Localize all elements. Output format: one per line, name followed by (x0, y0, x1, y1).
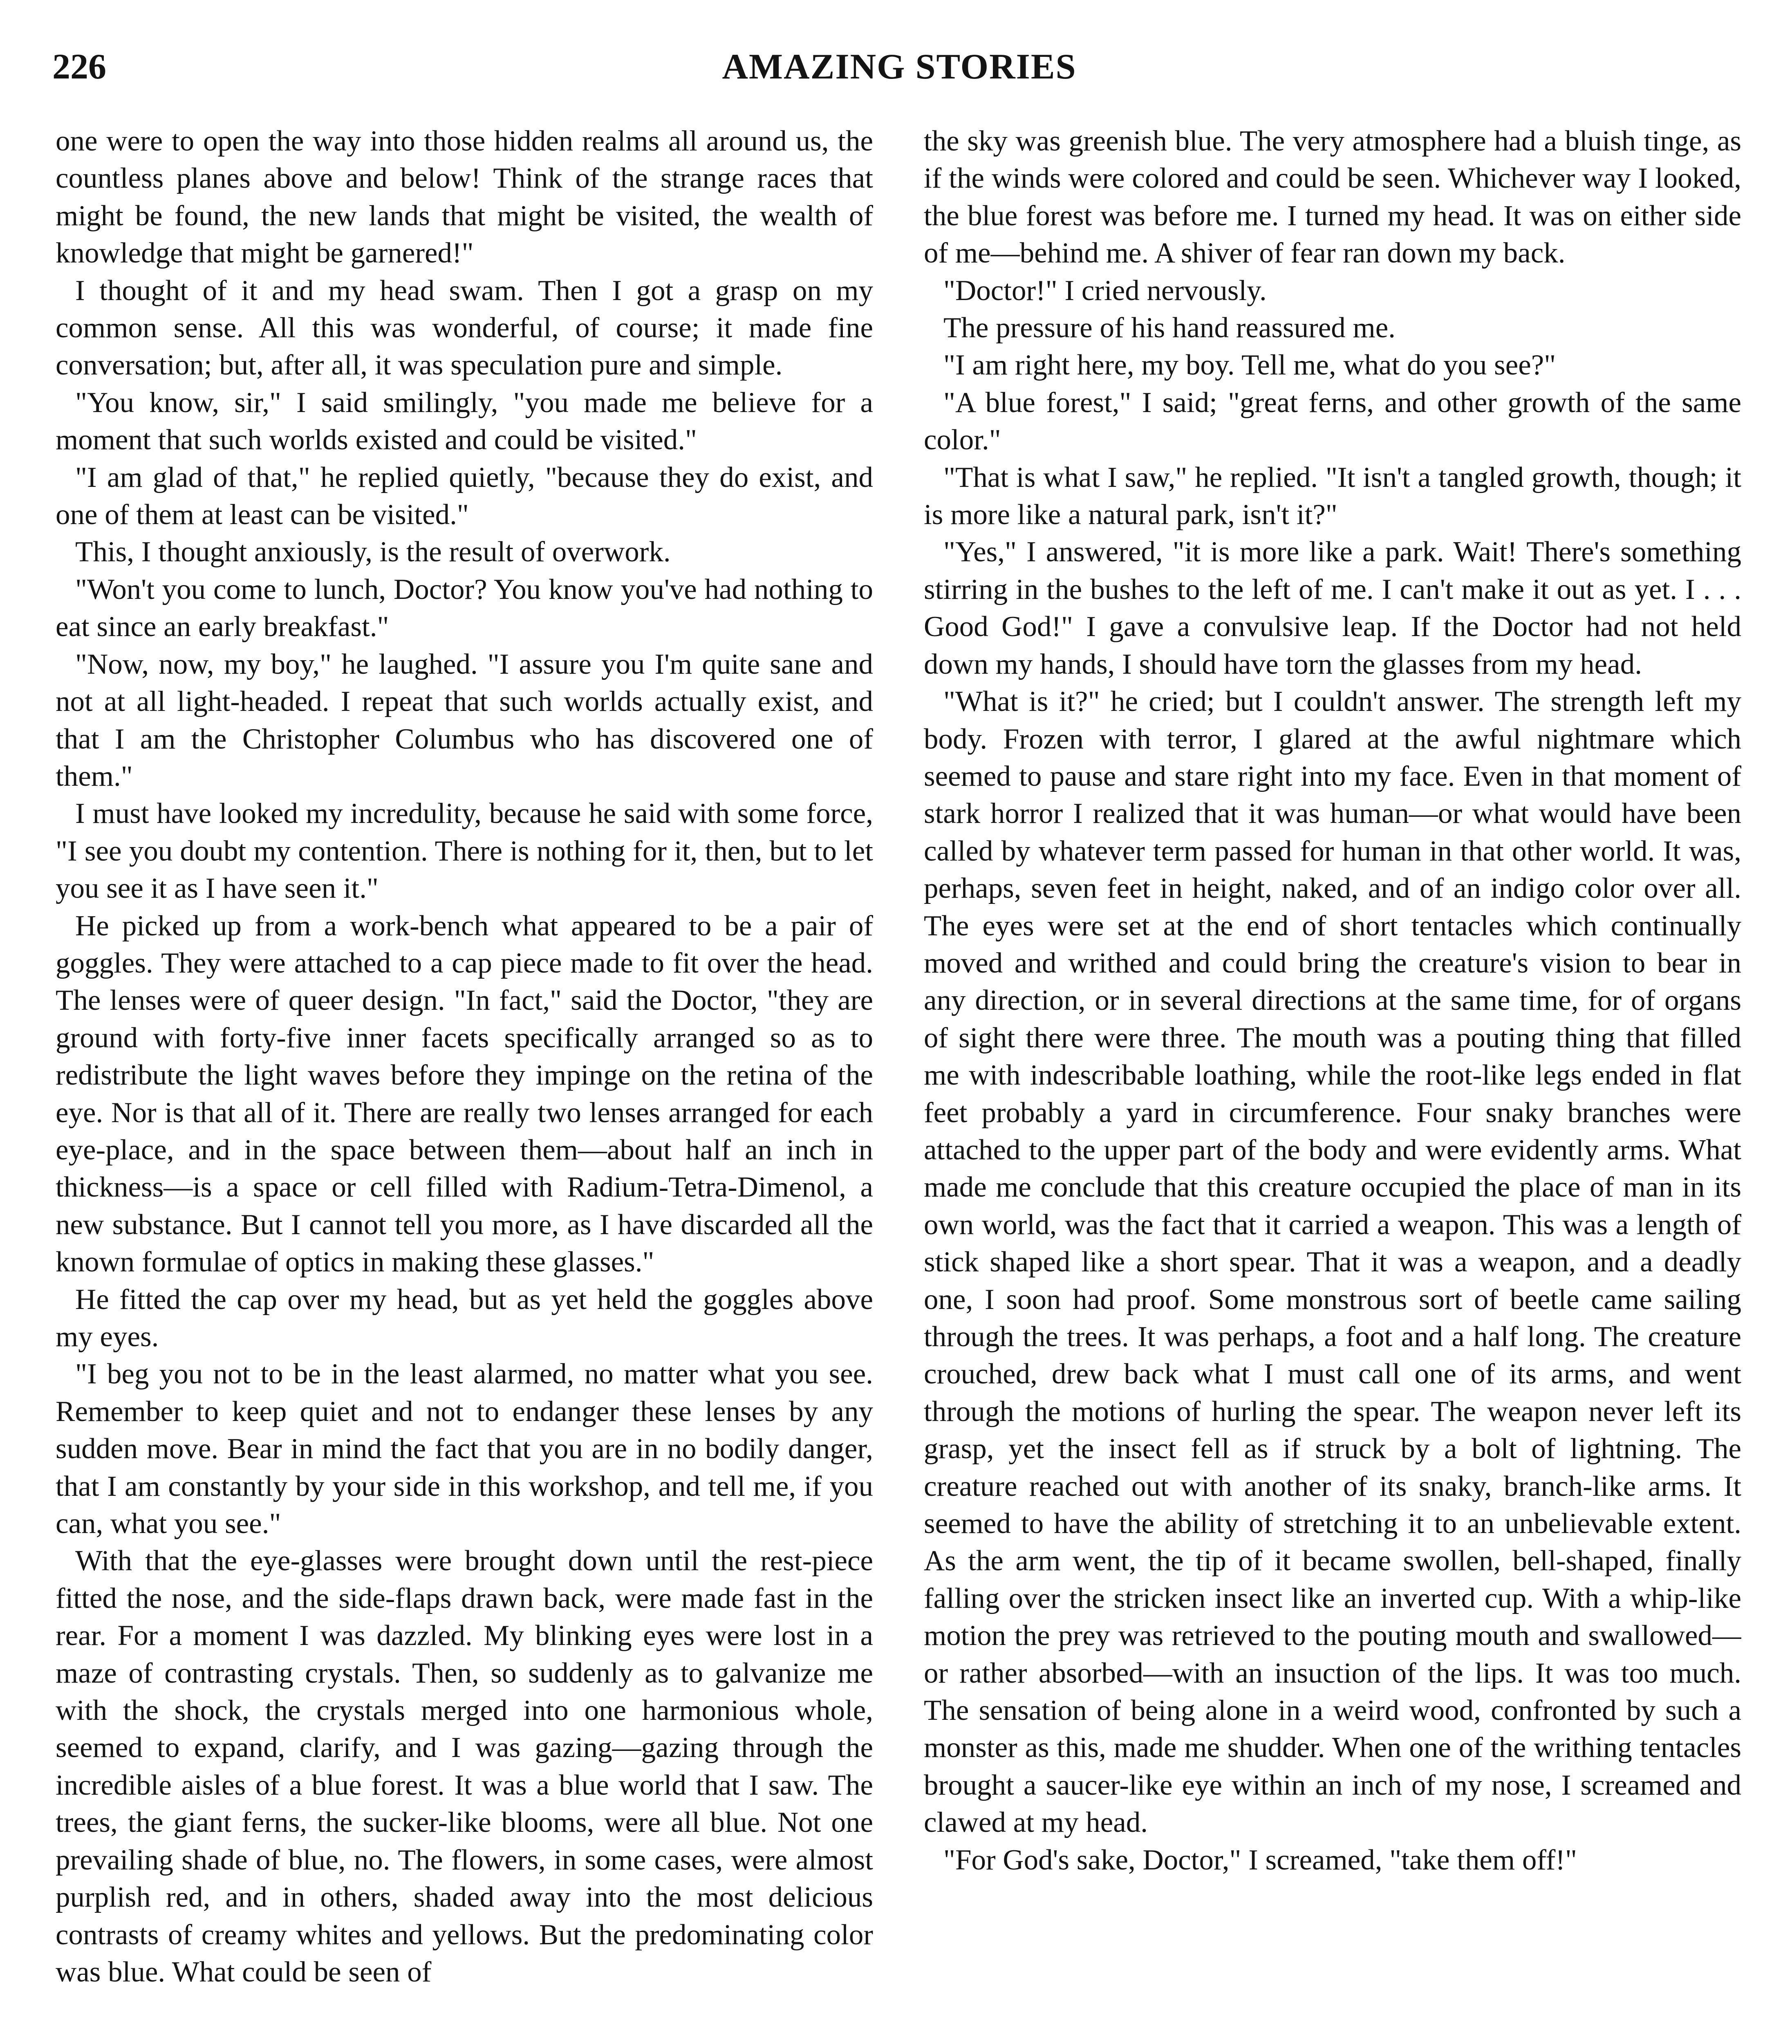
paragraph: The pressure of his hand reassured me. (943, 312, 1396, 344)
paragraph: "Won't you come to lunch, Doctor? You know you've had nothing to eat since an early breakfast." (56, 573, 873, 643)
paragraph: one were to open the way into those hidden realms all around us, the countless planes above and below! Think of the strange races that might be found, the new lands that might be visited, the wealth of knowledge that might be garnered!" (56, 125, 873, 269)
paragraph: I must have looked my incredulity, because he said with some force, "I see you doubt my contention. There is nothing for it, then, but to let you see it as I have seen it." (56, 798, 873, 905)
paragraph: "You know, sir," I said smilingly, "you made me believe for a moment that such worlds existed and could be visited." (56, 386, 873, 456)
paragraph: "For God's sake, Doctor," I screamed, "take them off!" (943, 1844, 1577, 1876)
paragraph: He fitted the cap over my head, but as yet held the goggles above my eyes. (56, 1283, 873, 1353)
paragraph: He picked up from a work-bench what appeared to be a pair of goggles. They were attached to a cap piece made to fit over the head. The lenses were of queer design. "In fact," said the Doctor, "they are ground with forty-five inner facets specifically arranged so as to redistribute the light waves before they impinge on the retina of the eye. Nor is that all of it. There are really two lenses arranged for each eye-place, and in the space between them—about half an inch in thickness—is a space or cell filled with Radium-Tetra-Dimenol, a new substance. But I cannot tell you more, as I have discarded all the known formulae of optics in making these glasses." (56, 910, 873, 1278)
paragraph: "A blue forest," I said; "great ferns, and other growth of the same color." (924, 386, 1741, 456)
page-number: 226 (52, 47, 106, 87)
paragraph: "That is what I saw," he replied. "It isn't a tangled growth, though; it is more like a natural park, isn't it?" (924, 461, 1741, 531)
paragraph: the sky was greenish blue. The very atmosphere had a bluish tinge, as if the winds were colored and could be seen. Whichever way I looked, the blue forest was before me. I turned my head. It was on either side of me—behind me. A shiver of fear ran down my back. (924, 125, 1741, 269)
paragraph: "What is it?" he cried; but I couldn't answer. The strength left my body. Frozen with terror, I glared at the awful nightmare which seemed to pause and stare right into my face. Even in that moment of stark horror I realized that it was human—or what would have been called by whatever term passed for human in that other world. It was, perhaps, seven feet in height, naked, and of an indigo color over all. The eyes were set at the end of short tentacles which continually moved and writhed and could bring the creature's vision to bear in any direction, or in several directions at the same time, for of organs of sight there were three. The mouth was a pouting thing that filled me with indescribable loathing, while the root-like legs ended in flat feet probably a yard in circumference. Four snaky branches were attached to the upper part of the body and were evidently arms. What made me conclude that this creature occupied the place of man in its own world, was the fact that it carried a weapon. This was a length of stick shaped like a short spear. That it was a weapon, and a deadly one, I soon had proof. Some monstrous sort of beetle came sailing through the trees. It was perhaps, a foot and a half long. The creature crouched, drew back what I must call one of its arms, and went through the motions of hurling the spear. The weapon never left its grasp, yet the insect fell as if struck by a bolt of lightning. The creature reached out with another of its snaky, branch-like arms. It seemed to have the ability of stretching it to an unbelievable extent. As the arm went, the tip of it became swollen, bell-shaped, finally falling over the stricken insect like an inverted cup. With a whip-like motion the prey was retrieved to the pouting mouth and swallowed—or rather absorbed—with an insuction of the lips. It was too much. The sensation of being alone in a weird wood, confronted by such a monster as this, made me shudder. When one of the writhing tentacles brought a saucer-like eye within an inch of my nose, I screamed and clawed at my head. (924, 686, 1741, 1839)
paragraph: "I am glad of that," he replied quietly, "because they do exist, and one of them at least can be visited." (56, 461, 873, 531)
right-column (924, 123, 1741, 2044)
paragraph: This, I thought anxiously, is the result of overwork. (75, 536, 671, 568)
paragraph: "I am right here, my boy. Tell me, what do you see?" (943, 349, 1556, 381)
paragraph: "Yes," I answered, "it is more like a park. Wait! There's something stirring in the bushes to the left of me. I can't make it out as yet. I . . . Good God!" I gave a convulsive leap. If the Doctor had not held down my hands, I should have torn the glasses from my head. (924, 536, 1741, 680)
paragraph: I thought of it and my head swam. Then I got a grasp on my common sense. All this was wonderful, of course; it made fine conversation; but, after all, it was speculation pure and simple. (56, 274, 873, 381)
paragraph: "I beg you not to be in the least alarmed, no matter what you see. Remember to keep quiet and not to endanger these lenses by any sudden move. Bear in mind the fact that you are in no bodily danger, that I am constantly by your side in this workshop, and tell me, if you can, what you see." (56, 1358, 873, 1540)
left-column (56, 123, 873, 2044)
paragraph: With that the eye-glasses were brought down until the rest-piece fitted the nose, and the side-flaps drawn back, were made fast in the rear. For a moment I was dazzled. My blinking eyes were lost in a maze of contrasting crystals. Then, so suddenly as to galvanize me with the shock, the crystals merged into one harmonious whole, seemed to expand, clarify, and I was gazing—gazing through the incredible aisles of a blue forest. It was a blue world that I saw. The trees, the giant ferns, the sucker-like blooms, were all blue. Not one prevailing shade of blue, no. The flowers, in some cases, were almost purplish red, and in others, shaded away into the most delicious contrasts of creamy whites and yellows. But the predominating color was blue. What could be seen of (56, 1545, 873, 1988)
page-header (52, 43, 1746, 92)
paragraph: "Now, now, my boy," he laughed. "I assure you I'm quite sane and not at all light-headed. I repeat that such worlds actually exist, and that I am the Christopher Columbus who has discovered one of them." (56, 648, 873, 792)
magazine-title: AMAZING STORIES (722, 47, 1077, 87)
paragraph: "Doctor!" I cried nervously. (943, 274, 1267, 307)
